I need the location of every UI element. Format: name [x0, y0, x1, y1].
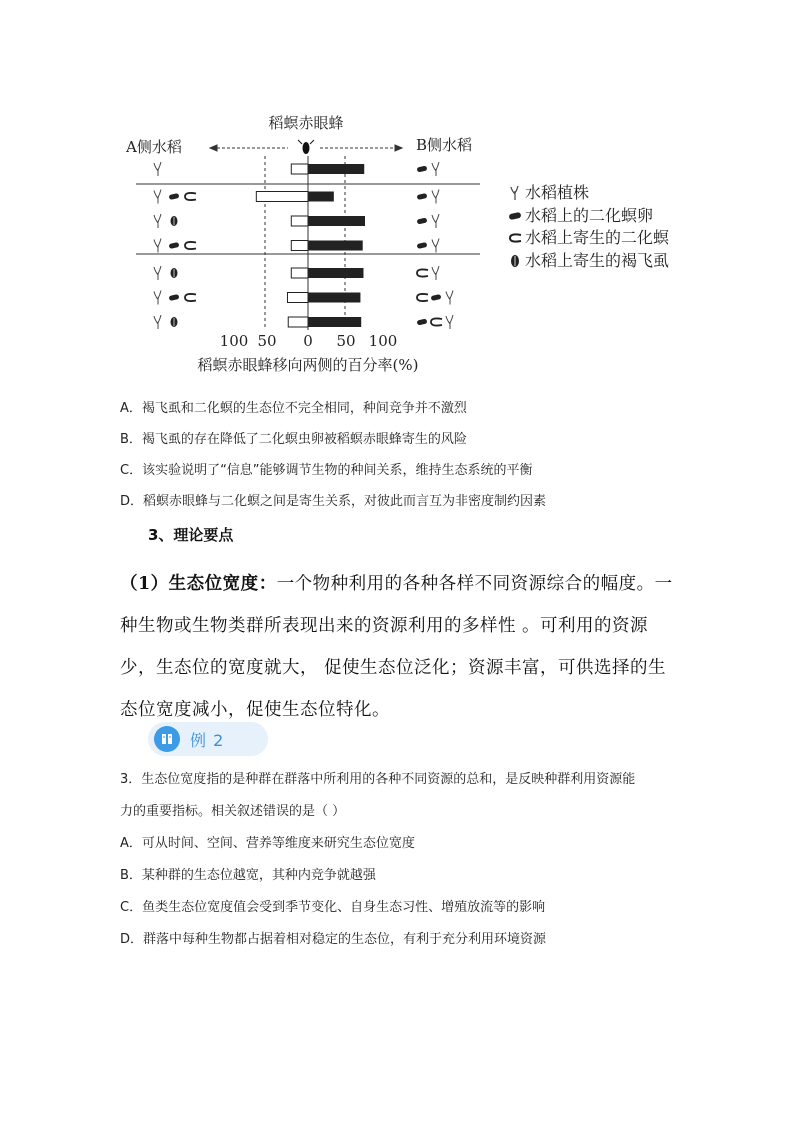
egg-icon — [417, 242, 428, 249]
option-a: A．褐飞虱和二化螟的生态位不完全相同，种间竞争并不激烈 — [120, 401, 467, 416]
egg-icon — [169, 193, 180, 200]
bar-b-side — [308, 268, 363, 278]
legend-item — [507, 205, 669, 228]
bar-b-side — [308, 241, 363, 251]
section-title: 3、理论要点 — [148, 526, 234, 544]
bars-layer — [256, 164, 365, 327]
plant-icon — [432, 190, 439, 204]
planthopper-icon — [171, 317, 178, 327]
term-definition: 一个物种利用的各种各样不同资源综合的幅度。一种生物或生物类群所表现出来的资源利用的多样性 。可利用的资源少，生态位的宽度就大， 促使生态位泛化；资源丰富，可供选择的生态位宽度减小，促使生态位特化。 — [120, 574, 673, 720]
bar-a-side — [291, 216, 308, 226]
term-heading: （1）生态位宽度 — [120, 574, 259, 594]
legend-label: 水稻植株 — [525, 183, 590, 202]
book-icon — [154, 726, 180, 752]
option-d: D．群落中每种生物都占据着相对稳定的生态位，有利于充分利用环境资源 — [120, 932, 547, 947]
planthopper-icon — [507, 254, 523, 268]
figure-legend — [507, 182, 669, 272]
bar-b-side — [308, 293, 360, 303]
question-stem-line1: 3．生态位宽度指的是种群在群落中所利用的各种不同资源的总和，是反映种群利用资源能 — [120, 772, 636, 787]
legend-label: 水稻上寄生的褐飞虱 — [525, 250, 670, 270]
larva-icon — [185, 193, 196, 200]
egg-icon — [431, 294, 442, 301]
x-tick: 0 — [303, 332, 313, 350]
plant-icon — [154, 239, 161, 253]
plant-icon — [507, 185, 523, 201]
option-b: B．褐飞虱的存在降低了二化螟虫卵被稻螟赤眼蜂寄生的风险 — [120, 432, 467, 447]
x-tick: 100 — [219, 332, 249, 350]
larva-icon — [431, 318, 442, 325]
bar-b-side — [308, 216, 365, 226]
example-badge — [148, 722, 268, 756]
plant-icon — [154, 266, 161, 280]
option-b: B．某种群的生态位越宽，其种内竞争就越强 — [120, 868, 376, 883]
option-c: C．鱼类生态位宽度值会受到季节变化、自身生态习性、增殖放流等的影响 — [120, 900, 546, 915]
option-a: A．可从时间、空间、营养等维度来研究生态位宽度 — [120, 836, 415, 851]
bar-b-side — [308, 317, 361, 327]
plant-icon — [154, 162, 161, 176]
legend-item — [507, 182, 669, 205]
example-label: 例 2 — [190, 730, 225, 750]
plant-icon — [432, 162, 439, 176]
question-stem-line2: 力的重要指标。相关叙述错误的是（ ） — [120, 804, 346, 819]
x-tick: 50 — [336, 332, 356, 350]
bar-b-side — [308, 192, 334, 202]
egg-icon — [169, 242, 180, 249]
a-side-label: A侧水稻 — [126, 138, 182, 156]
planthopper-icon — [171, 268, 178, 278]
legend-label: 水稻上的二化螟卵 — [525, 205, 654, 225]
bar-a-side — [291, 164, 308, 174]
plant-icon — [446, 315, 453, 329]
larva-icon — [507, 232, 523, 244]
experiment-figure — [120, 104, 500, 384]
egg-icon — [507, 211, 523, 221]
plant-icon — [154, 214, 161, 228]
plant-icon — [154, 315, 161, 329]
plant-icon — [432, 239, 439, 253]
bar-b-side — [308, 164, 364, 174]
b-side-label: B侧水稻 — [416, 136, 473, 154]
plant-icon — [154, 190, 161, 204]
egg-icon — [417, 218, 428, 225]
x-tick: 50 — [257, 332, 277, 350]
legend-item — [507, 227, 669, 250]
term-colon: ： — [258, 574, 277, 594]
bar-a-side — [256, 192, 308, 202]
larva-icon — [417, 294, 428, 301]
plant-icon — [154, 291, 161, 305]
bar-a-side — [291, 268, 308, 278]
figure-title: 稻螟赤眼蜂 — [268, 114, 344, 132]
larva-icon — [417, 269, 428, 276]
planthopper-icon — [171, 216, 178, 226]
x-tick-labels — [220, 332, 398, 350]
plant-icon — [446, 291, 453, 305]
theory-paragraph — [120, 563, 680, 731]
legend-item — [507, 250, 669, 273]
egg-icon — [417, 193, 428, 200]
plant-icon — [432, 266, 439, 280]
larva-icon — [185, 242, 196, 249]
larva-icon — [185, 294, 196, 301]
egg-icon — [169, 294, 180, 301]
bar-a-side — [288, 317, 308, 327]
wasp-icon — [298, 140, 314, 154]
egg-icon — [417, 166, 428, 173]
bar-a-side — [287, 293, 308, 303]
x-axis-label: 稻螟赤眼蜂移向两侧的百分率(%) — [197, 356, 419, 374]
x-tick: 100 — [368, 332, 398, 350]
bar-a-side — [291, 241, 308, 251]
option-d: D．稻螟赤眼蜂与二化螟之间是寄生关系，对彼此而言互为非密度制约因素 — [120, 494, 547, 509]
option-c: C．该实验说明了“信息”能够调节生物的种间关系，维持生态系统的平衡 — [120, 463, 533, 478]
egg-icon — [417, 319, 428, 326]
legend-label: 水稻上寄生的二化螟 — [525, 228, 670, 247]
plant-icon — [432, 214, 439, 228]
